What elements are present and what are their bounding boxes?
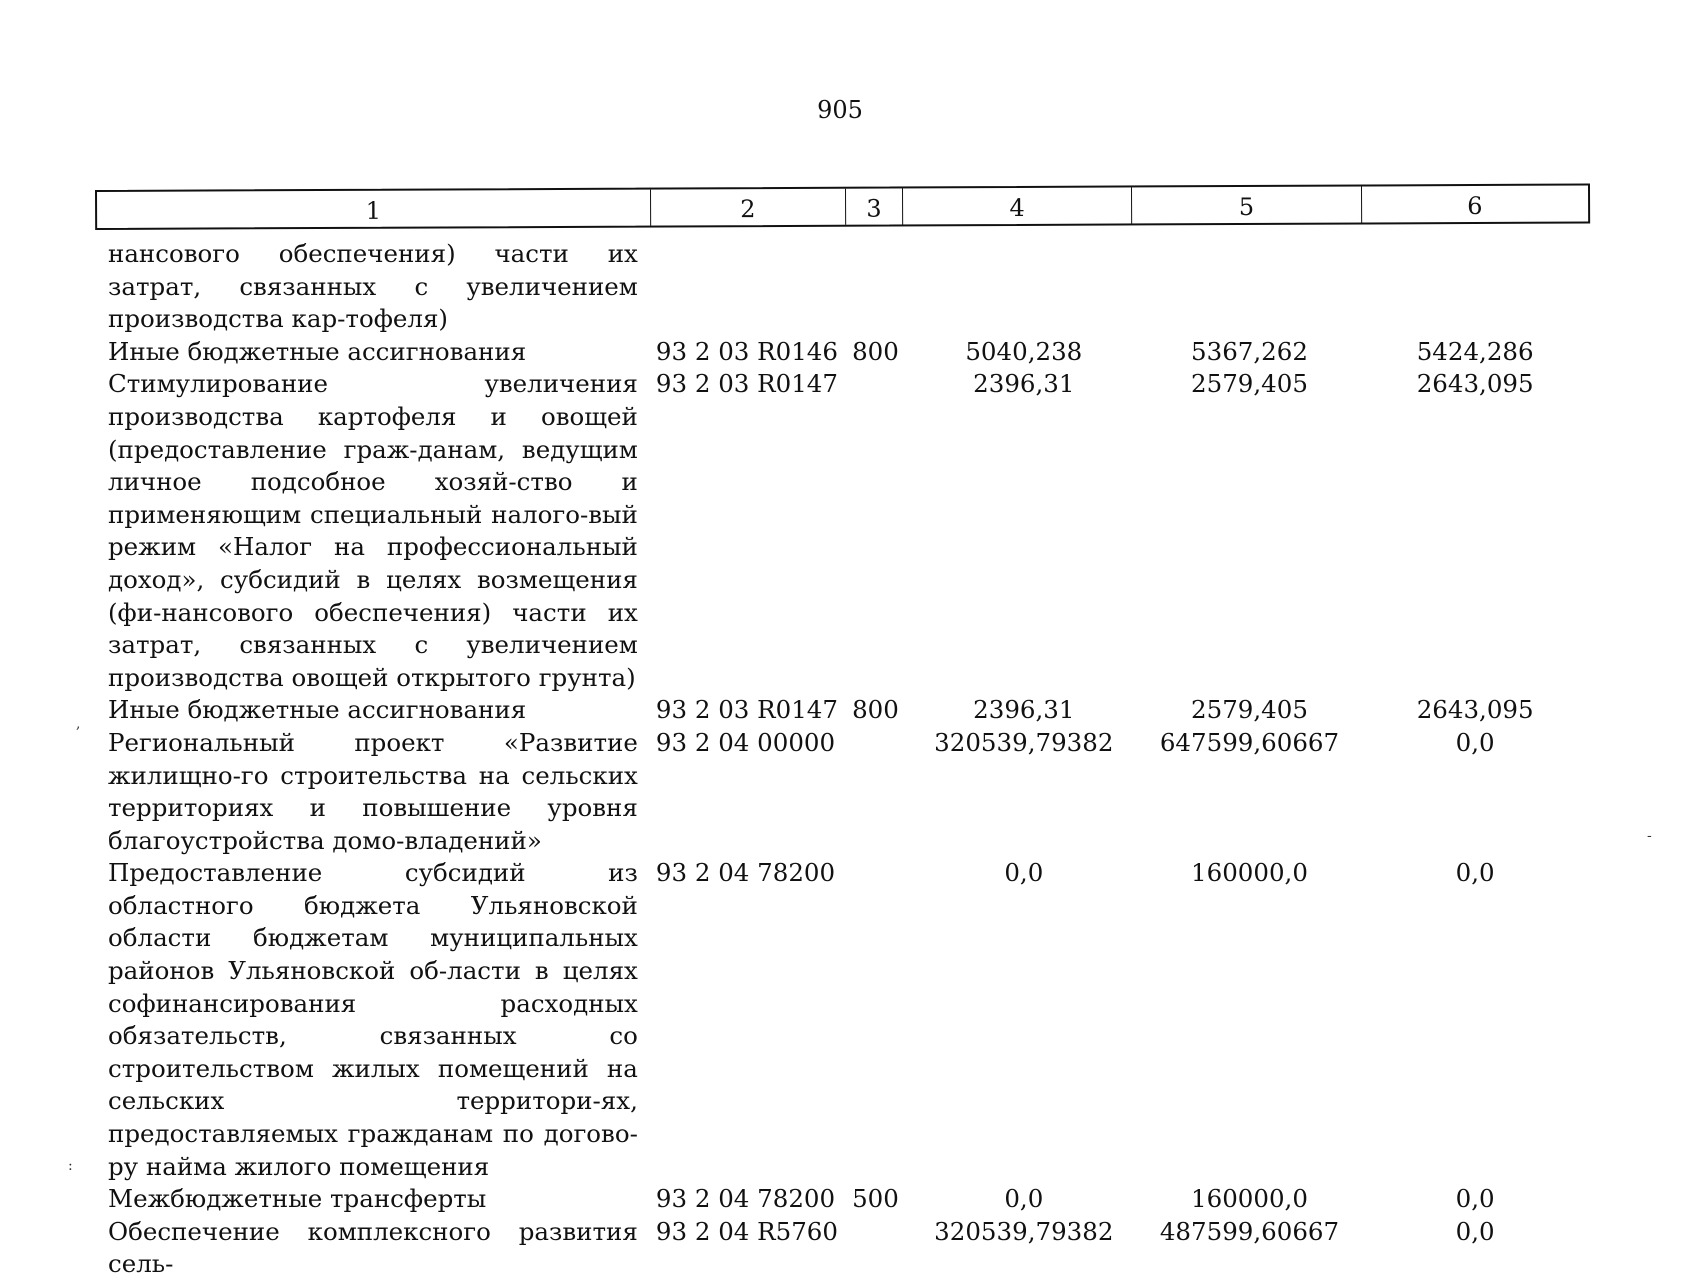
row-name: Обеспечение комплексного развития сель-	[108, 1216, 638, 1279]
table-row	[108, 336, 1588, 369]
row-value-4: 320539,79382	[934, 727, 1114, 757]
row-kvr: 500	[852, 1184, 899, 1214]
table-row	[108, 727, 1588, 857]
row-name: Иные бюджетные ассигнования	[108, 336, 527, 366]
header-col-2: 2	[651, 189, 847, 226]
table-row	[108, 857, 1588, 1183]
row-value-6: 0,0	[1455, 727, 1495, 757]
row-value-6: 0,0	[1455, 858, 1495, 888]
row-code: 93 2 03 R0147	[655, 369, 838, 399]
row-name: Межбюджетные трансферты	[108, 1184, 487, 1214]
row-name: Региональный проект «Развитие жилищно-го строительства на сельских территориях и повышение уровня благоустройства домо-владений»	[108, 727, 638, 855]
row-name: Иные бюджетные ассигнования	[108, 695, 527, 725]
row-kvr: 800	[852, 695, 899, 725]
row-value-6: 0,0	[1455, 1184, 1495, 1214]
header-col-5: 5	[1132, 186, 1362, 223]
row-value-5: 2579,405	[1191, 369, 1308, 399]
row-kvr: 800	[852, 336, 899, 366]
row-value-5: 160000,0	[1191, 1184, 1308, 1214]
table-row	[108, 368, 1588, 694]
row-value-6: 0,0	[1455, 1216, 1495, 1246]
header-col-1: 1	[97, 190, 651, 228]
row-value-6	[1362, 238, 1588, 336]
row-value-4: 2396,31	[973, 369, 1075, 399]
row-kvr	[852, 1216, 911, 1281]
row-value-5: 647599,60667	[1159, 727, 1340, 757]
table-row	[108, 238, 1588, 336]
row-name: Предоставление субсидий из областного бюджета Ульяновской области бюджетам муниципальных районов Ульяновской об-ласти в целях софинансирования расходных обязательств, связанных со строительством жилых помещений на сельских территори-ях, предоставляемых гражданам по догово-ру найма жилого помещения	[108, 858, 638, 1181]
row-kvr	[852, 857, 911, 1183]
row-value-4: 0,0	[1004, 1184, 1044, 1214]
row-value-5	[1137, 238, 1363, 336]
row-value-4: 0,0	[1004, 858, 1044, 888]
header-col-4: 4	[903, 187, 1133, 224]
row-value-5: 160000,0	[1191, 858, 1308, 888]
row-value-4	[911, 238, 1137, 336]
table-body	[108, 238, 1588, 1281]
row-value-5: 5367,262	[1191, 336, 1308, 366]
header-col-3: 3	[846, 188, 903, 224]
row-code: 93 2 04 00000	[655, 727, 836, 757]
scan-speck: :	[68, 1158, 73, 1174]
row-value-4: 5040,238	[965, 336, 1083, 366]
row-value-6: 2643,095	[1416, 369, 1534, 399]
table-header	[95, 183, 1590, 230]
scan-speck: ,	[76, 716, 81, 732]
row-value-6: 2643,095	[1416, 695, 1534, 725]
row-code: 93 2 03 R0146	[655, 336, 838, 366]
row-code: 93 2 04 R5760	[655, 1216, 838, 1246]
row-kvr	[852, 368, 911, 694]
row-value-4: 320539,79382	[934, 1216, 1114, 1246]
row-value-5: 487599,60667	[1159, 1216, 1340, 1246]
row-name: нансового обеспечения) части их затрат, связанных с увеличением производства кар-тофеля)	[108, 239, 638, 334]
row-code: 93 2 04 78200	[655, 858, 836, 888]
row-code: 93 2 03 R0147	[655, 695, 838, 725]
row-name: Стимулирование увеличения производства картофеля и овощей (предоставление граж-данам, ведущим личное подсобное хозяй-ство и применяющим специальный налого-вый режим «Налог на профессиональный доход», субсидий в целях возмещения (фи-нансового обеспечения) части их затрат, связанных с увеличением производства овощей открытого грунта)	[108, 369, 638, 692]
row-value-4: 2396,31	[973, 695, 1075, 725]
scan-speck: -	[1647, 828, 1652, 844]
row-value-5: 2579,405	[1191, 695, 1308, 725]
row-kvr	[852, 238, 911, 336]
row-kvr	[852, 727, 911, 857]
table-row	[108, 1216, 1588, 1281]
row-value-6: 5424,286	[1416, 336, 1534, 366]
table-row	[108, 694, 1588, 727]
page-number: 905	[817, 96, 863, 124]
header-col-6: 6	[1467, 191, 1483, 221]
row-code	[638, 238, 852, 336]
row-code: 93 2 04 78200	[655, 1184, 836, 1214]
